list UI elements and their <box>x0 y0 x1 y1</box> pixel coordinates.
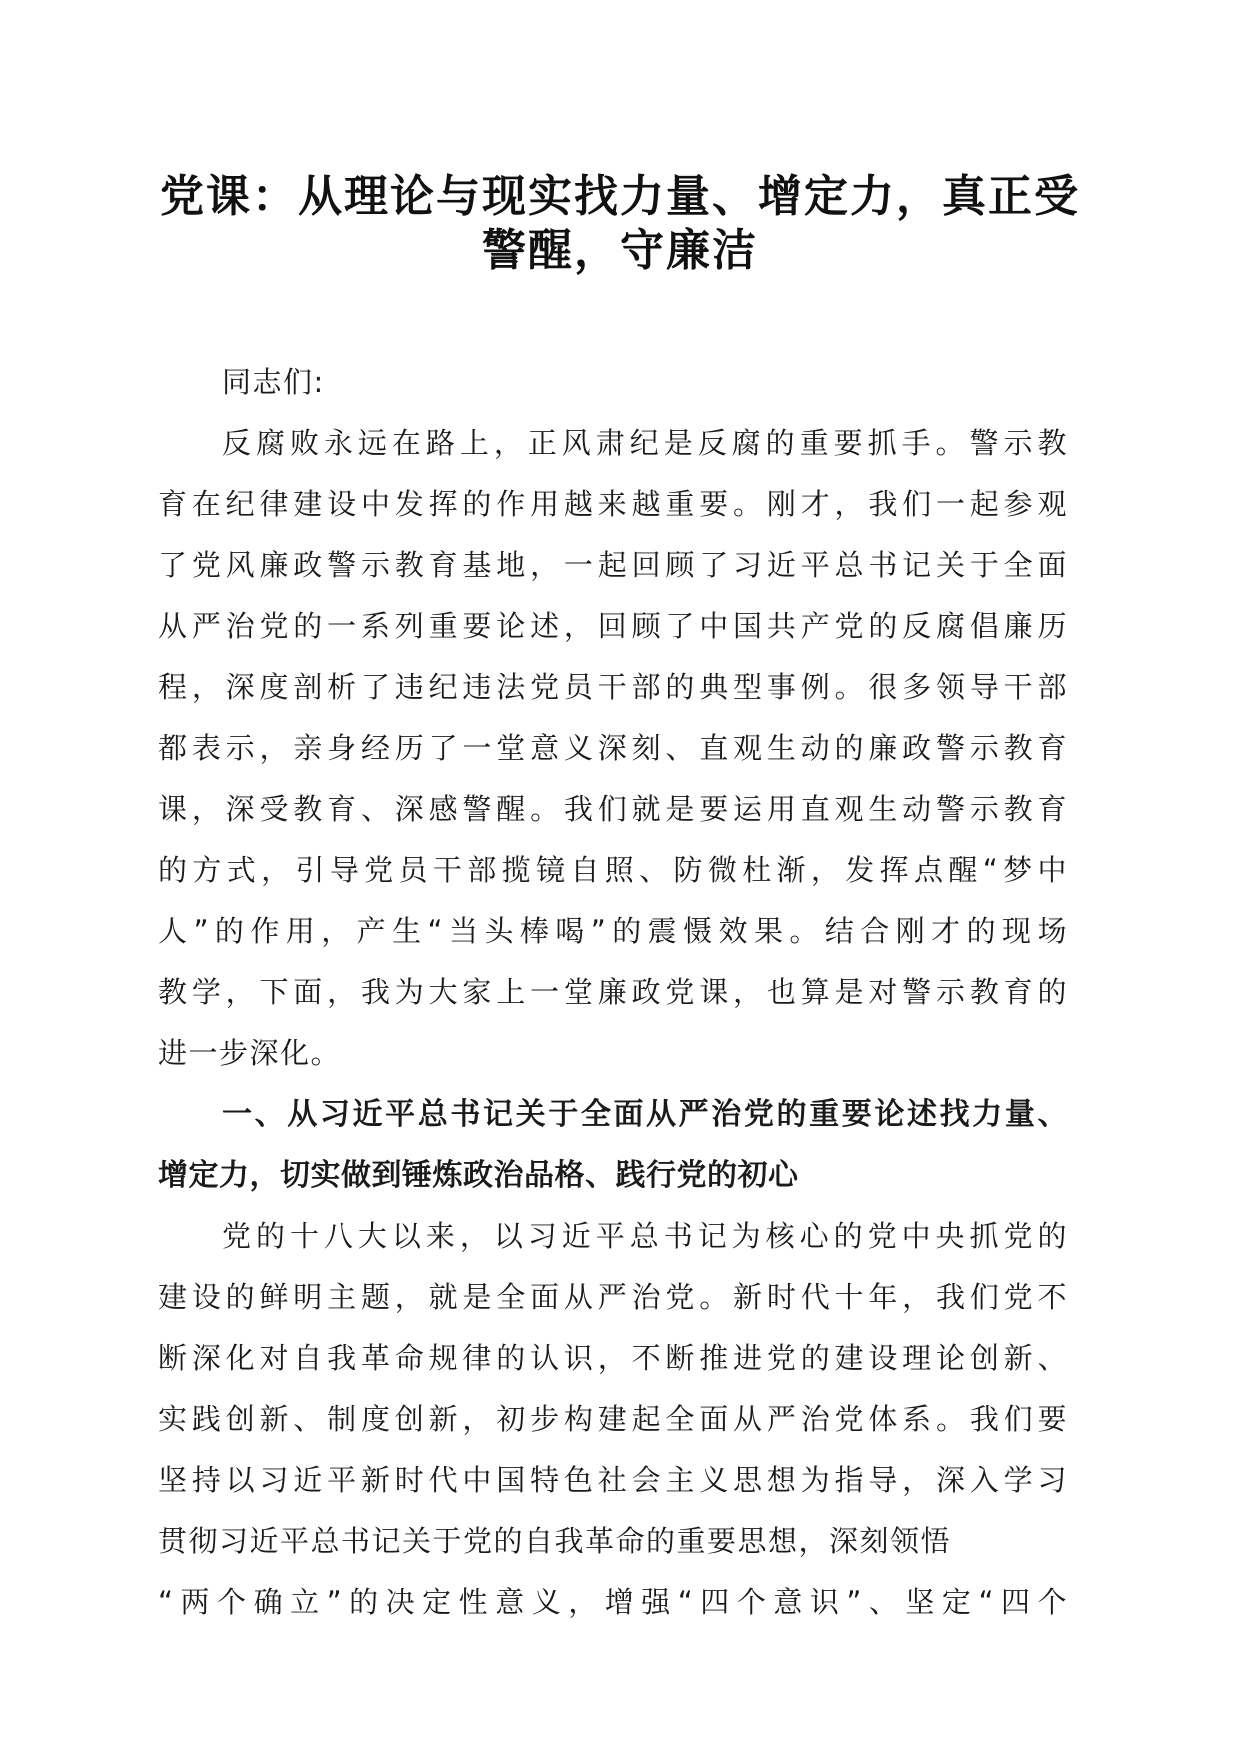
heading-line: 一、从习近平总书记关于全面从严治党的重要论述找力量、 <box>222 1097 1068 1132</box>
paragraph-line: 育在纪律建设中发挥的作用越来越重要。刚才，我们一起参观 <box>158 487 1068 521</box>
paragraph-line: 了党风廉政警示教育基地，一起回顾了习近平总书记关于全面 <box>158 548 1068 582</box>
document-title <box>140 170 1100 278</box>
paragraph-line: 反腐败永远在路上，正风肃纪是反腐的重要抓手。警示教 <box>222 426 1068 460</box>
title-line: 警醒，守廉洁 <box>482 225 758 276</box>
paragraph-line: 进一步深化。 <box>158 1036 342 1070</box>
paragraph-line: 建设的鲜明主题，就是全面从严治党。新时代十年，我们党不 <box>158 1280 1068 1314</box>
paragraph-line: 断深化对自我革命规律的认识，不断推进党的建设理论创新、 <box>158 1341 1068 1375</box>
paragraph-line: 都表示，亲身经历了一堂意义深刻、直观生动的廉政警示教育 <box>158 731 1068 765</box>
paragraph-section-1 <box>158 1206 1068 1633</box>
paragraph-line: 人”的作用，产生“当头棒喝”的震慑效果。结合刚才的现场 <box>158 914 1068 948</box>
greeting: 同志们: <box>222 365 325 399</box>
paragraph-line: 从严治党的一系列重要论述，回顾了中国共产党的反腐倡廉历 <box>158 609 1068 643</box>
heading-line: 增定力，切实做到锤炼政治品格、践行党的初心 <box>158 1158 799 1193</box>
paragraph-line: “两个确立”的决定性意义，增强“四个意识”、坚定“四个 <box>158 1585 1068 1619</box>
title-line: 党课：从理论与现实找力量、增定力，真正受 <box>160 171 1080 222</box>
paragraph-line: 贯彻习近平总书记关于党的自我革命的重要思想，深刻领悟 <box>158 1524 952 1558</box>
paragraph-line: 党的十八大以来，以习近平总书记为核心的党中央抓党的 <box>222 1219 1068 1253</box>
paragraph-line: 实践创新、制度创新，初步构建起全面从严治党体系。我们要 <box>158 1402 1068 1436</box>
paragraph-line: 课，深受教育、深感警醒。我们就是要运用直观生动警示教育 <box>158 792 1068 826</box>
document-body <box>158 352 1068 1633</box>
paragraph-line: 坚持以习近平新时代中国特色社会主义思想为指导，深入学习 <box>158 1463 1068 1497</box>
paragraph-line: 教学，下面，我为大家上一堂廉政党课，也算是对警示教育的 <box>158 975 1068 1009</box>
paragraph-intro <box>158 413 1068 1084</box>
paragraph-line: 的方式，引导党员干部揽镜自照、防微杜渐，发挥点醒“梦中 <box>158 853 1068 887</box>
paragraph-line: 程，深度剖析了违纪违法党员干部的典型事例。很多领导干部 <box>158 670 1068 704</box>
section-heading-1 <box>158 1084 1068 1206</box>
